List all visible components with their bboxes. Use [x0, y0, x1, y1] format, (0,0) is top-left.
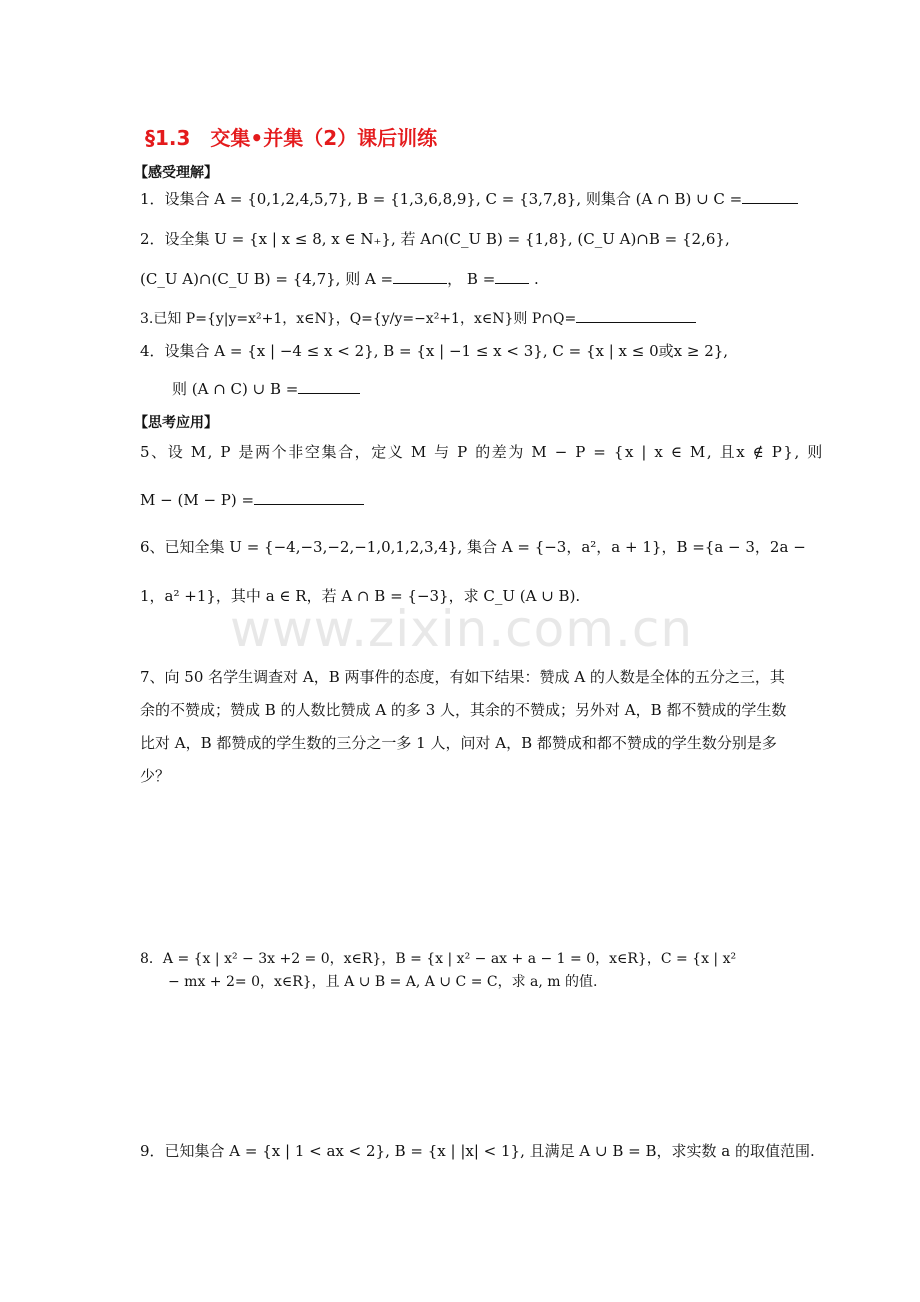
question-5-text: M − (M − P) = — [140, 491, 255, 509]
question-6-line-1: 6、已知全集 U = {−4,−3,−2,−1,0,1,2,3,4}, 集合 A = {−3，a²，a + 1}，B ={a − 3，2a − — [140, 538, 806, 556]
answer-blank-a — [393, 269, 447, 284]
page-title: §1.3 交集•并集（2）课后训练 — [145, 126, 438, 150]
question-4-text: 则 (A ∩ C) ∪ B = — [172, 380, 299, 398]
answer-blank-b — [495, 269, 529, 284]
question-2-line-2: (C_U A)∩(C_U B) = {4,7}, 则 A = ， B = . — [140, 270, 539, 288]
section-heading-understand: 【感受理解】 — [134, 165, 218, 181]
answer-blank — [742, 189, 798, 204]
answer-blank — [298, 379, 360, 394]
question-2-text: (C_U A)∩(C_U B) = {4,7}, 则 A = — [140, 270, 394, 288]
question-7: 7、向 50 名学生调查对 A，B 两事件的态度，有如下结果：赞成 A 的人数是全体的五分之三，其余的不赞成；赞成 B 的人数比赞成 A 的多 3 人，其余的不赞成；另外对 A，B 都不赞成的学生数比对 A，B 都赞成的学生数的三分之一多 1 人，问对 A，B 都赞成和都不赞成的学生数分别是多少？ — [140, 668, 787, 785]
watermark: www.zixin.com.cn — [230, 600, 694, 658]
question-5-line-1: 5、设 M, P 是两个非空集合，定义 M 与 P 的差为 M − P = {x | x ∈ M, 且x ∉ P}, 则 — [140, 443, 824, 461]
question-9: 9．已知集合 A = {x | 1 < ax < 2}, B = {x | |x| < 1}, 且满足 A ∪ B = B，求实数 a 的取值范围. — [140, 1142, 815, 1160]
question-8-line-2: − mx + 2= 0，x∈R}，且 A ∪ B = A, A ∪ C = C，求 a, m 的值. — [168, 974, 598, 990]
question-1 — [140, 188, 798, 210]
answer-blank — [576, 308, 696, 323]
question-8-line-1: 8．A = {x | x² − 3x +2 = 0，x∈R}，B = {x | x² − ax + a − 1 = 0，x∈R}，C = {x | x² — [140, 951, 737, 967]
answer-blank — [254, 490, 364, 505]
question-4-line-2 — [172, 378, 360, 400]
question-1-text: 1．设集合 A = {0,1,2,4,5,7}, B = {1,3,6,8,9}, C = {3,7,8}, 则集合 (A ∩ B) ∪ C = — [140, 190, 743, 208]
question-3 — [140, 308, 696, 330]
question-2-line-1: 2．设全集 U = {x | x ≤ 8, x ∈ N₊}, 若 A∩(C_U B) = {1,8}, (C_U A)∩B = {2,6}, — [140, 230, 730, 248]
question-3-text: 3.已知 P={y|y=x²+1，x∈N}，Q={y/y=−x²+1，x∈N}则 P∩Q= — [140, 311, 577, 327]
section-heading-apply: 【思考应用】 — [134, 415, 218, 431]
question-6-line-2: 1，a² +1}，其中 a ∈ R，若 A ∩ B = {−3}，求 C_U (A ∪ B). — [140, 587, 581, 605]
question-5-line-2 — [140, 489, 364, 511]
question-2-text-b: ， B = — [447, 270, 496, 288]
question-4-line-1: 4．设集合 A = {x | −4 ≤ x < 2}, B = {x | −1 ≤ x < 3}, C = {x | x ≤ 0或x ≥ 2}, — [140, 342, 729, 360]
